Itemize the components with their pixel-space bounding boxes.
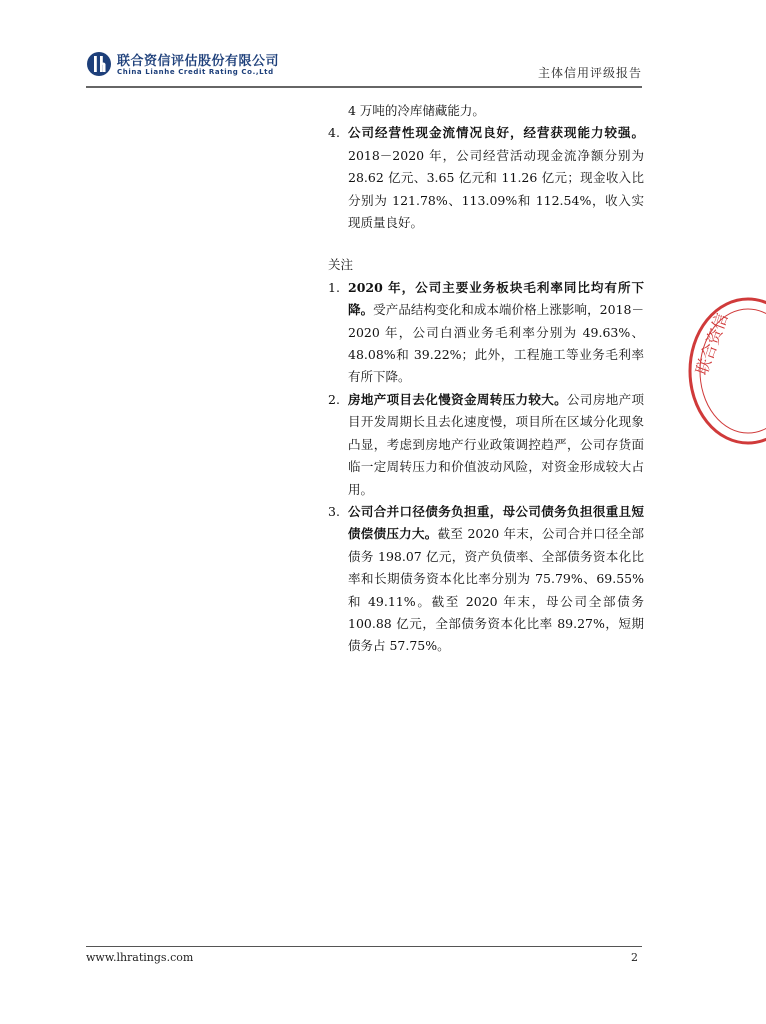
item-text: 2018－2020 年，公司经营活动现金流净额分别为 28.62 亿元、3.65 亿元和 11.26 亿元；现金收入比分别为 121.78%、113.09%和 112.54%，收入实现质量良好。 [348, 147, 644, 231]
strength-item-4 [328, 122, 644, 234]
footer-divider [86, 946, 642, 947]
item-number: 1. [328, 279, 340, 295]
continuation-text: 4 万吨的冷库储藏能力。 [348, 103, 485, 118]
concern-item-2 [328, 389, 644, 501]
report-type: 主体信用评级报告 [537, 66, 642, 80]
concern-item-3 [328, 501, 644, 658]
item-title: 公司经营性现金流情况良好，经营获现能力较强。 [348, 125, 644, 141]
concerns-heading: 关注 [328, 257, 354, 273]
item-title: 2020 年，公司主要业务板块毛利率同比均有所下降。 [348, 279, 644, 318]
item-text: 截至 2020 年末，公司合并口径全部债务 198.07 亿元，资产负债率、全部债务资本化比率和长期债务资本化比率分别为 75.79%、69.55%和 49.11%。截至 2020 年末，母公司全部债务 100.88 亿元，全部债务资本化比率 89.27%，短期债务占 57.75%。 [348, 526, 644, 654]
report-body [328, 100, 644, 658]
item-number: 3. [328, 503, 340, 519]
item-number: 4. [328, 125, 340, 141]
svg-text:联合资信: 联合资信 [691, 310, 732, 378]
lianhe-logo-icon [86, 51, 112, 77]
header-divider [86, 86, 642, 88]
item-number: 2. [328, 391, 340, 407]
page-number: 2 [631, 951, 638, 964]
footer-website-link[interactable]: www.lhratings.com [86, 951, 194, 964]
item-title: 房地产项目去化慢资金周转压力较大。 [348, 391, 568, 407]
page-header [86, 46, 642, 86]
company-seal-stamp [686, 296, 766, 446]
company-name-en: China Lianhe Credit Rating Co.,Ltd [117, 68, 274, 76]
concern-item-1 [328, 277, 644, 389]
company-name-cn: 联合资信评估股份有限公司 [117, 54, 280, 69]
item-title: 公司合并口径债务负担重，母公司债务负担很重且短债偿债压力大。 [348, 503, 644, 542]
item-text: 受产品结构变化和成本端价格上涨影响，2018－2020 年，公司白酒业务毛利率分别为 49.63%、48.08%和 39.22%；此外，工程施工等业务毛利率有所下降。 [348, 302, 644, 385]
item-text: 公司房地产项目开发周期长且去化速度慢，项目所在区域分化现象凸显，考虑到房地产行业政策调控趋严，公司存货面临一定周转压力和价值波动风险，对资金形成较大占用。 [348, 391, 644, 497]
